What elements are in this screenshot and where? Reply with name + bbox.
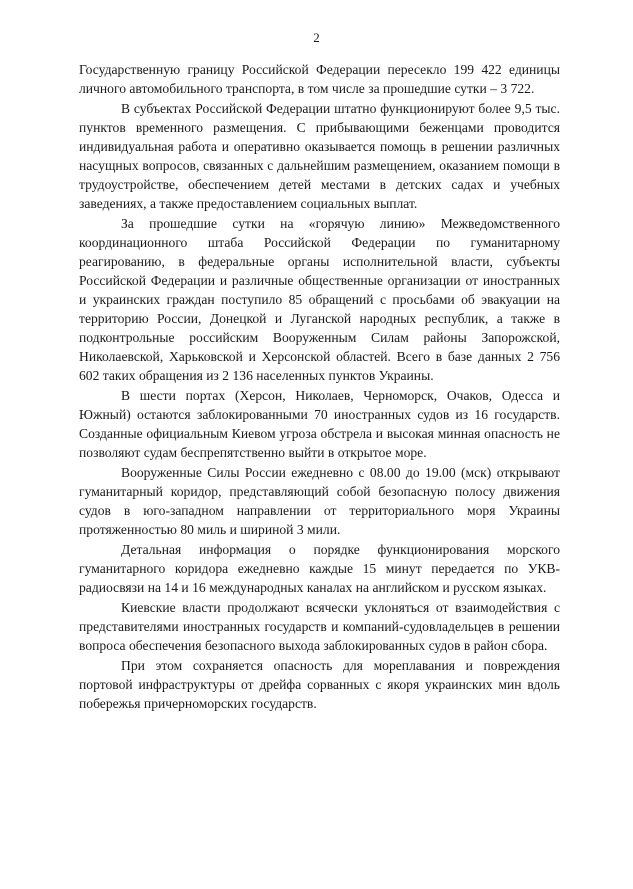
- paragraph-humanitarian-corridor: Вооруженные Силы России ежедневно с 08.00 до 19.00 (мск) открывают гуманитарный коридор, представляющий собой безопасную полосу движения судов в юго-западном направлении от территориального моря Украины протяженностью 80 миль и шириной 3 мили.: [79, 465, 560, 537]
- paragraph-blocked-ports: В шести портах (Херсон, Николаев, Черноморск, Очаков, Одесса и Южный) остаются заблокированными 70 иностранных судов из 16 государств. Созданные официальным Киевом угроза обстрела и высокая минная опасность не позволяют судам беспрепятственно выйти в открытое море.: [79, 388, 560, 460]
- paragraph-accommodation-points: В субъектах Российской Федерации штатно функционируют более 9,5 тыс. пунктов временного размещения. С прибывающими беженцами проводится индивидуальная работа и оперативно оказывается помощь в решении различных насущных вопросов, связанных с дальнейшим размещением, оказанием помощи в трудоустройстве, обеспечением детей местами в детских садах и учебных заведениях, а также предоставлением социальных выплат.: [79, 101, 560, 211]
- paragraph-mine-danger: При этом сохраняется опасность для мореплавания и повреждения портовой инфраструктуры от дрейфа сорванных с якоря украинских мин вдоль побережья причерноморских государств.: [79, 658, 560, 711]
- paragraph-hotline-requests: За прошедшие сутки на «горячую линию» Межведомственного координационного штаба Российской Федерации по гуманитарному реагированию, в федеральные органы исполнительной власти, субъекты Российской Федерации и различные общественные организации от иностранных и украинских граждан поступило 85 обращений с просьбами об эвакуации на территорию России, Донецкой и Луганской народных республик, а также в подконтрольные российским Вооруженным Силам районы Запорожской, Николаевской, Харьковской и Херсонской областей. Всего в базе данных 2 756 602 таких обращения из 2 136 населенных пунктов Украины.: [79, 216, 560, 383]
- page-number: 2: [313, 30, 320, 45]
- document-body: [79, 60, 560, 714]
- paragraph-corridor-information: Детальная информация о порядке функционирования морского гуманитарного коридора ежедневно каждые 15 минут передается по УКВ-радиосвязи на 14 и 16 международных каналах на английском и русском языках.: [79, 542, 560, 595]
- paragraph-kiev-authorities: Киевские власти продолжают всячески уклоняться от взаимодействия с представителями иностранных государств и компаний-судовладельцев в решении вопроса обеспечения безопасного выхода заблокированных судов в район сбора.: [79, 600, 560, 653]
- paragraph-border-crossing: Государственную границу Российской Федерации пересекло 199 422 единицы личного автомобильного транспорта, в том числе за прошедшие сутки – 3 722.: [79, 62, 560, 96]
